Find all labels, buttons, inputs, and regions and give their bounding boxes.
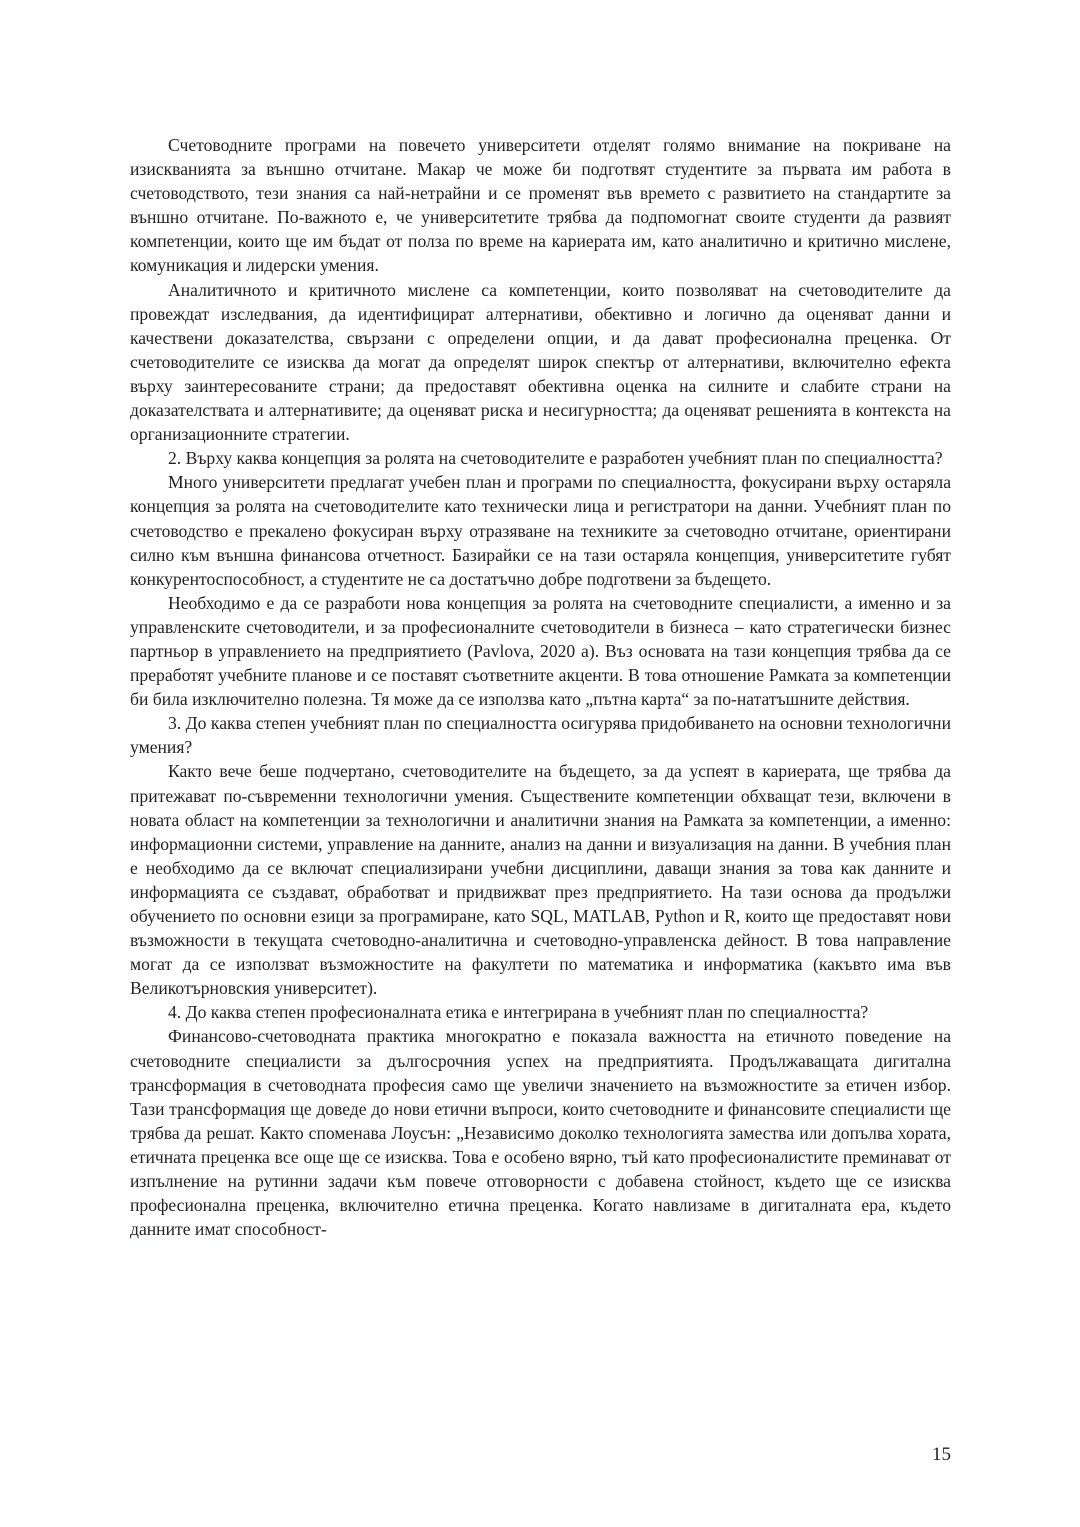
page-number: 15 <box>932 1444 951 1465</box>
paragraph-1: Счетоводните програми на повечето университети отделят голямо внимание на покриване на изискванията за външно отчитане. Макар че може би подготвят студентите за първата им работа в счетоводството, тези знания са най-нетрайни и се променят във времето с развитието на стандартите за външно отчитане. По-важното е, че университетите трябва да подпомогнат своите студенти да развият компетенции, които ще им бъдат от полза по време на кариерата им, като аналитично и критично мислене, комуникация и лидерски умения. <box>130 135 951 276</box>
paragraph-2: Аналитичното и критичното мислене са компетенции, които позволяват на счетоводителите да провеждат изследвания, да идентифицират алтернативи, обективно и логично да оценяват данни и качествени доказателства, свързани с определени опции, и да дават професионална преценка. От счетоводителите се изисква да могат да определят широк спектър от алтернативи, включително ефекта върху заинтересованите страни; да предоставят обективна оценка на силните и слабите страни на доказателствата и алтернативите; да оценяват риска и несигурността; да оценяват решенията в контекста на организационните стратегии. <box>130 279 951 445</box>
page-body <box>130 133 951 1241</box>
question-3: 3. До каква степен учебният план по специалността осигурява придобиването на основни технологични умения? <box>130 713 951 758</box>
paragraph-3: Много университети предлагат учебен план и програми по специалността, фокусирани върху остаряла концепция за ролята на счетоводителите като технически лица и регистратори на данни. Учебният план по счетоводство е прекалено фокусиран върху отразяване на техниките за счетоводно отчитане, ориентирани силно към външна финансова отчетност. Базирайки се на тази остаряла концепция, университетите губят конкурентоспособност, а студентите не са достатъчно добре подготвени за бъдещето. <box>130 472 951 589</box>
paragraph-5: Както вече беше подчертано, счетоводителите на бъдещето, за да успеят в кариерата, ще трябва да притежават по-съвременни технологични умения. Съществените компетенции обхващат тези, включени в новата област на компетенции за технологични и аналитични знания на Рамката за компетенции, а именно: информационни системи, управление на данните, анализ на данни и визуализация на данни. В учебния план е необходимо да се включат специализирани учебни дисциплини, даващи знания за това как данните и информацията се създават, обработват и придвижват през предприятието. На тази основа да продължи обучението по основни езици за програмиране, като SQL, MATLAB, Python и R, които ще предоставят нови възможности в текущата счетоводно-аналитична и счетоводно-управленска дейност. В това направление могат да се използват възможностите на факултети по математика и информатика (какъвто има във Великотърновския университет). <box>130 761 951 999</box>
question-4: 4. До каква степен професионалната етика е интегрирана в учебният план по специалността? <box>168 1002 869 1023</box>
paragraph-6: Финансово-счетоводната практика многократно е показала важността на етичното поведение на счетоводните специалисти за дългосрочния успех на предприятията. Продължаващата дигитална трансформация в счетоводната професия само ще увеличи значението на възможностите за етичен избор. Тази трансформация ще доведе до нови етични въпроси, които счетоводните и финансовите специалисти ще трябва да решат. Както споменава Лоусън: „Независимо доколко технологията замества или допълва хората, етичната преценка все още ще се изисква. Това е особено вярно, тъй като професионалистите преминават от изпълнение на рутинни задачи към повече отговорности с добавена стойност, където ще се изисква професионална преценка, включително етична преценка. Когато навлизаме в дигиталната ера, където данните имат способност- <box>130 1026 951 1240</box>
paragraph-4: Необходимо е да се разработи нова концепция за ролята на счетоводните специалисти, а именно и за управленските счетоводители, и за професионалните счетоводители в бизнеса – като стратегически бизнес партньор в управлението на предприятието (Pavlova, 2020 a). Въз основата на тази концепция трябва да се преработят учебните планове и се поставят съответните акценти. В това отношение Рамката за компетенции би била изключително полезна. Тя може да се използва като „пътна карта“ за по-нататъшните действия. <box>130 592 951 710</box>
question-2: 2. Върху каква концепция за ролята на счетоводителите е разработен учебният план по специалността? <box>168 448 943 469</box>
